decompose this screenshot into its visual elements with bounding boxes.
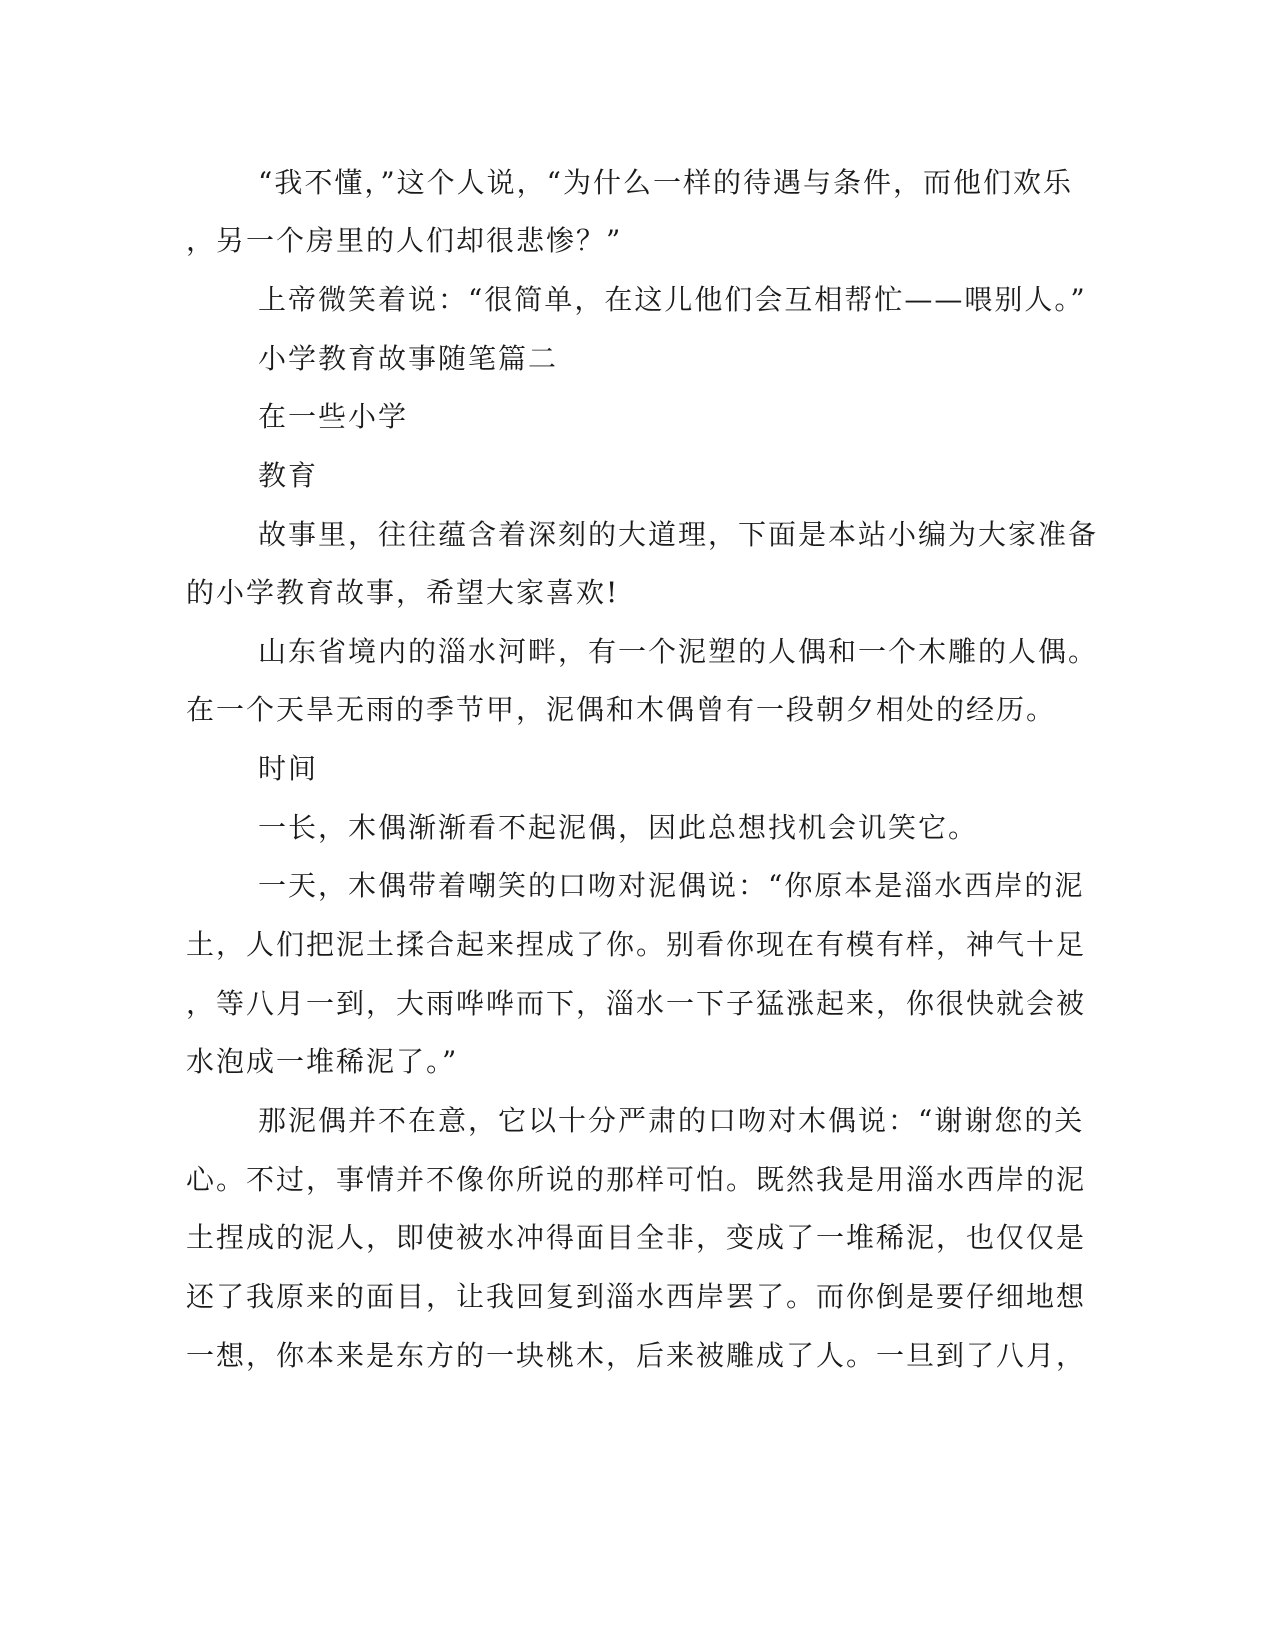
text-line: 一想，你本来是东方的一块桃木，后来被雕成了人。一旦到了八月， bbox=[186, 1339, 1087, 1372]
text-line: 水泡成一堆稀泥了。” bbox=[186, 1045, 459, 1078]
text-line: 的小学教育故事，希望大家喜欢! bbox=[186, 576, 620, 609]
text-line: 还了我原来的面目，让我回复到淄水西岸罢了。而你倒是要仔细地想 bbox=[186, 1280, 1087, 1313]
text-line: 山东省境内的淄水河畔，有一个泥塑的人偶和一个木雕的人偶。 bbox=[258, 635, 1099, 668]
text-line: 在一个天旱无雨的季节甲，泥偶和木偶曾有一段朝夕相处的经历。 bbox=[186, 693, 1057, 726]
text-line: 教育 bbox=[258, 459, 319, 492]
text-line: 一天，木偶带着嘲笑的口吻对泥偶说：“你原本是淄水西岸的泥 bbox=[258, 869, 1085, 902]
text-line: 故事里，往往蕴含着深刻的大道理，下面是本站小编为大家准备 bbox=[258, 518, 1099, 551]
text-line: 那泥偶并不在意，它以十分严肃的口吻对木偶说：“谢谢您的关 bbox=[258, 1104, 1085, 1137]
text-line: “我不懂，”这个人说，“为什么一样的待遇与条件，而他们欢乐 bbox=[258, 166, 1073, 199]
text-line: ，等八月一到，大雨哗哗而下，淄水一下子猛涨起来，你很快就会被 bbox=[186, 987, 1087, 1020]
text-line: 土，人们把泥土揉合起来捏成了你。别看你现在有模有样，神气十足 bbox=[186, 928, 1087, 961]
text-line: ，另一个房里的人们却很悲惨？” bbox=[186, 224, 623, 257]
text-line: 一长，木偶渐渐看不起泥偶，因此总想找机会讥笑它。 bbox=[258, 811, 979, 844]
text-line: 土捏成的泥人，即使被水冲得面目全非，变成了一堆稀泥，也仅仅是 bbox=[186, 1221, 1087, 1254]
text-line: 上帝微笑着说：“很简单，在这儿他们会互相帮忙——喂别人。” bbox=[258, 283, 1087, 316]
text-line: 时间 bbox=[258, 752, 319, 785]
text-line: 在一些小学 bbox=[258, 400, 409, 433]
text-line: 心。不过，事情并不像你所说的那样可怕。既然我是用淄水西岸的泥 bbox=[186, 1163, 1087, 1196]
section-heading: 小学教育故事随笔篇二 bbox=[258, 342, 559, 375]
